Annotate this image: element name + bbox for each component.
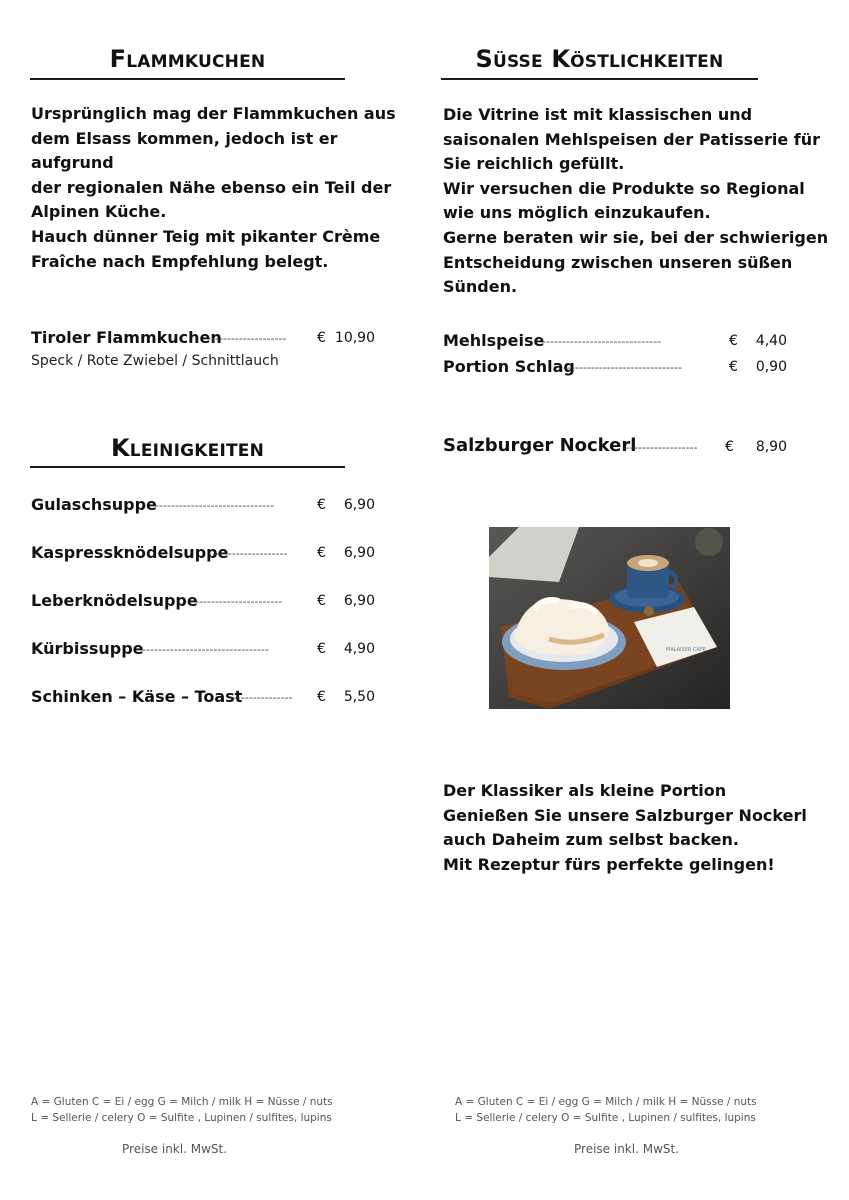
currency-symbol: €	[317, 689, 326, 705]
allergen-legend-line1: A = Gluten C = Ei / egg G = Milch / milk H = Nüsse / nuts	[31, 1096, 333, 1108]
salzburger-nockerl-photo	[489, 527, 730, 709]
section-heading-kleinigkeiten: Kleinigkeiten	[110, 434, 265, 462]
dot-leader: -------------------	[212, 547, 288, 560]
heading-underline	[30, 78, 345, 80]
item-name: Gulaschsuppe	[31, 495, 157, 514]
currency-symbol: €	[317, 330, 326, 346]
heading-underline	[30, 466, 345, 468]
suesse-description: Die Vitrine ist mit klassischen und saisonalen Mehlspeisen der Patisserie für Sie reichlich gefüllt. Wir versuchen die Produkte so Regional wie uns möglich einzukaufen. Gerne beraten wir sie, bei der schwierigen Entscheidung zwischen unseren süßen Sünden.	[443, 105, 829, 297]
item-price: 6,90	[343, 545, 375, 561]
svg-text:MALAISER·CAFE: MALAISER·CAFE	[666, 647, 706, 653]
item-price: 5,50	[343, 689, 375, 705]
dot-leader: ----------------	[229, 691, 293, 704]
currency-symbol: €	[317, 497, 326, 513]
item-name: Portion Schlag	[443, 357, 575, 376]
currency-symbol: €	[725, 439, 734, 455]
flammkuchen-description: Ursprünglich mag der Flammkuchen aus dem Elsass kommen, jedoch ist er aufgrund der regionalen Nähe ebenso ein Teil der Alpinen Küche. Hauch dünner Teig mit pikanter Crème Fraîche nach Empfehlung belegt.	[31, 104, 396, 271]
dot-leader: ---------------------------------	[138, 643, 269, 656]
item-name: Leberknödelsuppe	[31, 591, 198, 610]
item-price: 4,40	[755, 333, 787, 349]
dot-leader: ------------------------------	[542, 335, 662, 348]
dot-leader: ------------------------------	[155, 499, 275, 512]
item-price: 6,90	[343, 593, 375, 609]
item-name: Salzburger Nockerl	[443, 435, 637, 456]
item-price: 6,90	[343, 497, 375, 513]
dot-leader: --------------------	[207, 332, 287, 345]
item-price: 10,90	[334, 330, 375, 346]
allergen-legend-line2: L = Sellerie / celery O = Sulfite , Lupinen / sulfites, lupins	[31, 1112, 332, 1124]
item-price: 0,90	[755, 359, 787, 375]
allergen-legend-line2: L = Sellerie / celery O = Sulfite , Lupinen / sulfites, lupins	[455, 1112, 756, 1124]
price-note: Preise inkl. MwSt.	[122, 1142, 228, 1156]
closing-text: Der Klassiker als kleine Portion Genießen Sie unsere Salzburger Nockerl auch Daheim zum selbst backen. Mit Rezeptur fürs perfekte gelingen!	[443, 781, 807, 874]
allergen-legend-line1: A = Gluten C = Ei / egg G = Milch / milk H = Nüsse / nuts	[455, 1096, 757, 1108]
currency-symbol: €	[317, 641, 326, 657]
currency-symbol: €	[729, 333, 738, 349]
item-name: Kaspressknödelsuppe	[31, 543, 229, 562]
item-price: 8,90	[755, 439, 787, 455]
item-name: Schinken – Käse – Toast	[31, 687, 243, 706]
dot-leader: ------------------------------	[563, 361, 683, 374]
currency-symbol: €	[729, 359, 738, 375]
price-note: Preise inkl. MwSt.	[574, 1142, 680, 1156]
heading-underline	[441, 78, 758, 80]
item-name: Mehlspeise	[443, 331, 545, 350]
item-name: Tiroler Flammkuchen	[31, 328, 222, 347]
item-name: Kürbissuppe	[31, 639, 144, 658]
section-heading-flammkuchen: Flammkuchen	[109, 45, 266, 73]
currency-symbol: €	[317, 593, 326, 609]
currency-symbol: €	[317, 545, 326, 561]
item-ingredients: Speck / Rote Zwiebel / Schnittlauch	[31, 353, 279, 369]
section-heading-suesse-koestlichkeiten: Süße Köstlichkeiten	[475, 45, 724, 73]
dot-leader: -------------------	[622, 441, 698, 454]
item-price: 4,90	[343, 641, 375, 657]
dot-leader: -----------------------	[191, 595, 283, 608]
